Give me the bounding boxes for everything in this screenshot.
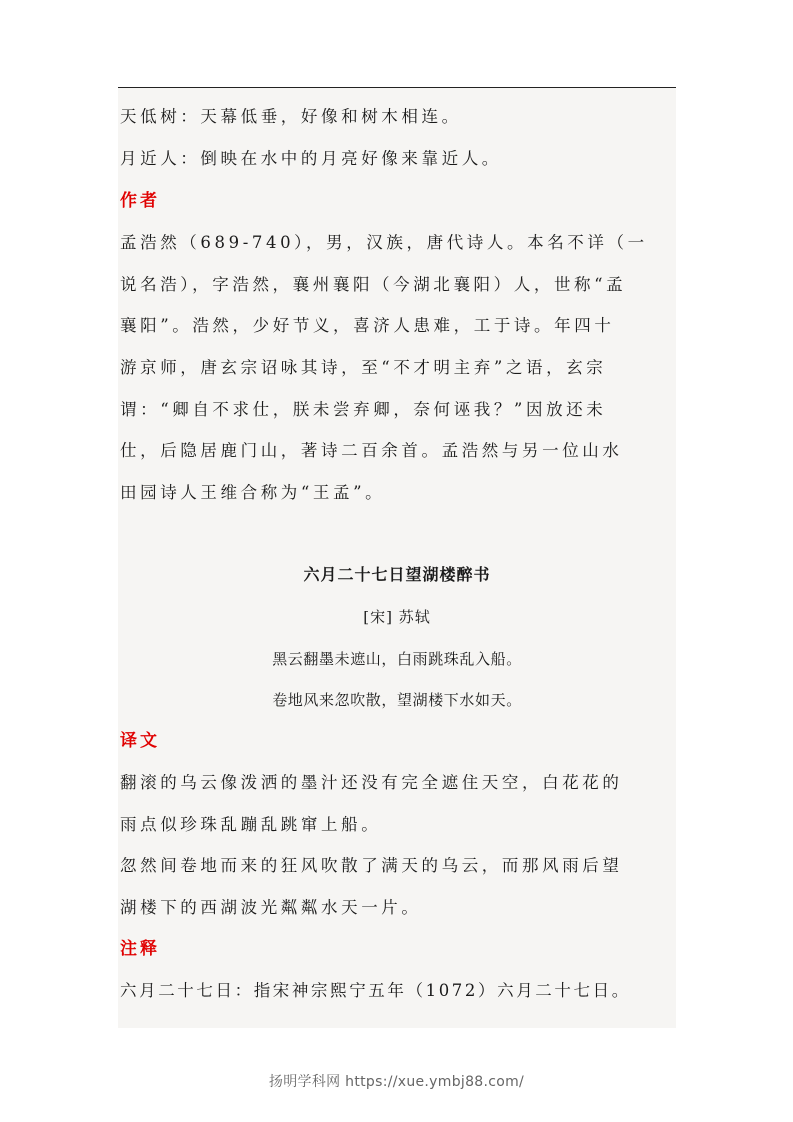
notes-heading: 注释	[120, 939, 160, 959]
translation-line: 湖楼下的西湖波光粼粼水天一片。	[120, 898, 422, 917]
translation-heading: 译文	[120, 731, 160, 751]
poem-line: 黑云翻墨未遮山，白雨跳珠乱入船。	[272, 650, 522, 668]
poem-title: 六月二十七日望湖楼醉书	[303, 565, 491, 584]
definition-line: 天低树：天幕低垂，好像和树木相连。	[120, 107, 462, 126]
author-text-line: 游京师，唐玄宗诏咏其诗，至“不才明主弃”之语，玄宗	[120, 358, 607, 377]
translation-line: 翻滚的乌云像泼洒的墨汁还没有完全遮住天空，白花花的	[120, 773, 623, 792]
definition-line: 月近人：倒映在水中的月亮好像来靠近人。	[120, 149, 502, 168]
translation-line: 忽然间卷地而来的狂风吹散了满天的乌云，而那风雨后望	[120, 856, 623, 875]
translation-line: 雨点似珍珠乱蹦乱跳窜上船。	[120, 815, 382, 834]
author-text-line: 说名浩），字浩然，襄州襄阳（今湖北襄阳）人，世称“孟	[120, 275, 627, 294]
notes-line: 六月二十七日：指宋神宗熙宁五年（1072）六月二十七日。	[120, 981, 631, 1000]
author-heading: 作者	[120, 191, 160, 211]
footer-source: 扬明学科网 https://xue.ymbj88.com/	[268, 1074, 525, 1090]
author-text-line: 田园诗人王维合称为“王孟”。	[120, 483, 386, 502]
page-background	[118, 88, 676, 1028]
poem-line: 卷地风来忽吹散，望湖楼下水如天。	[272, 691, 522, 709]
author-text-line: 仕，后隐居鹿门山，著诗二百余首。孟浩然与另一位山水	[120, 441, 623, 460]
header-rule	[118, 87, 676, 88]
poem-author: [宋] 苏轼	[363, 608, 431, 626]
author-text-line: 襄阳”。浩然，少好节义，喜济人患难，工于诗。年四十	[120, 316, 615, 335]
author-text-line: 孟浩然（689-740），男，汉族，唐代诗人。本名不详（一	[120, 233, 648, 252]
author-text-line: 谓：“卿自不求仕，朕未尝弃卿，奈何诬我？”因放还未	[120, 400, 607, 419]
